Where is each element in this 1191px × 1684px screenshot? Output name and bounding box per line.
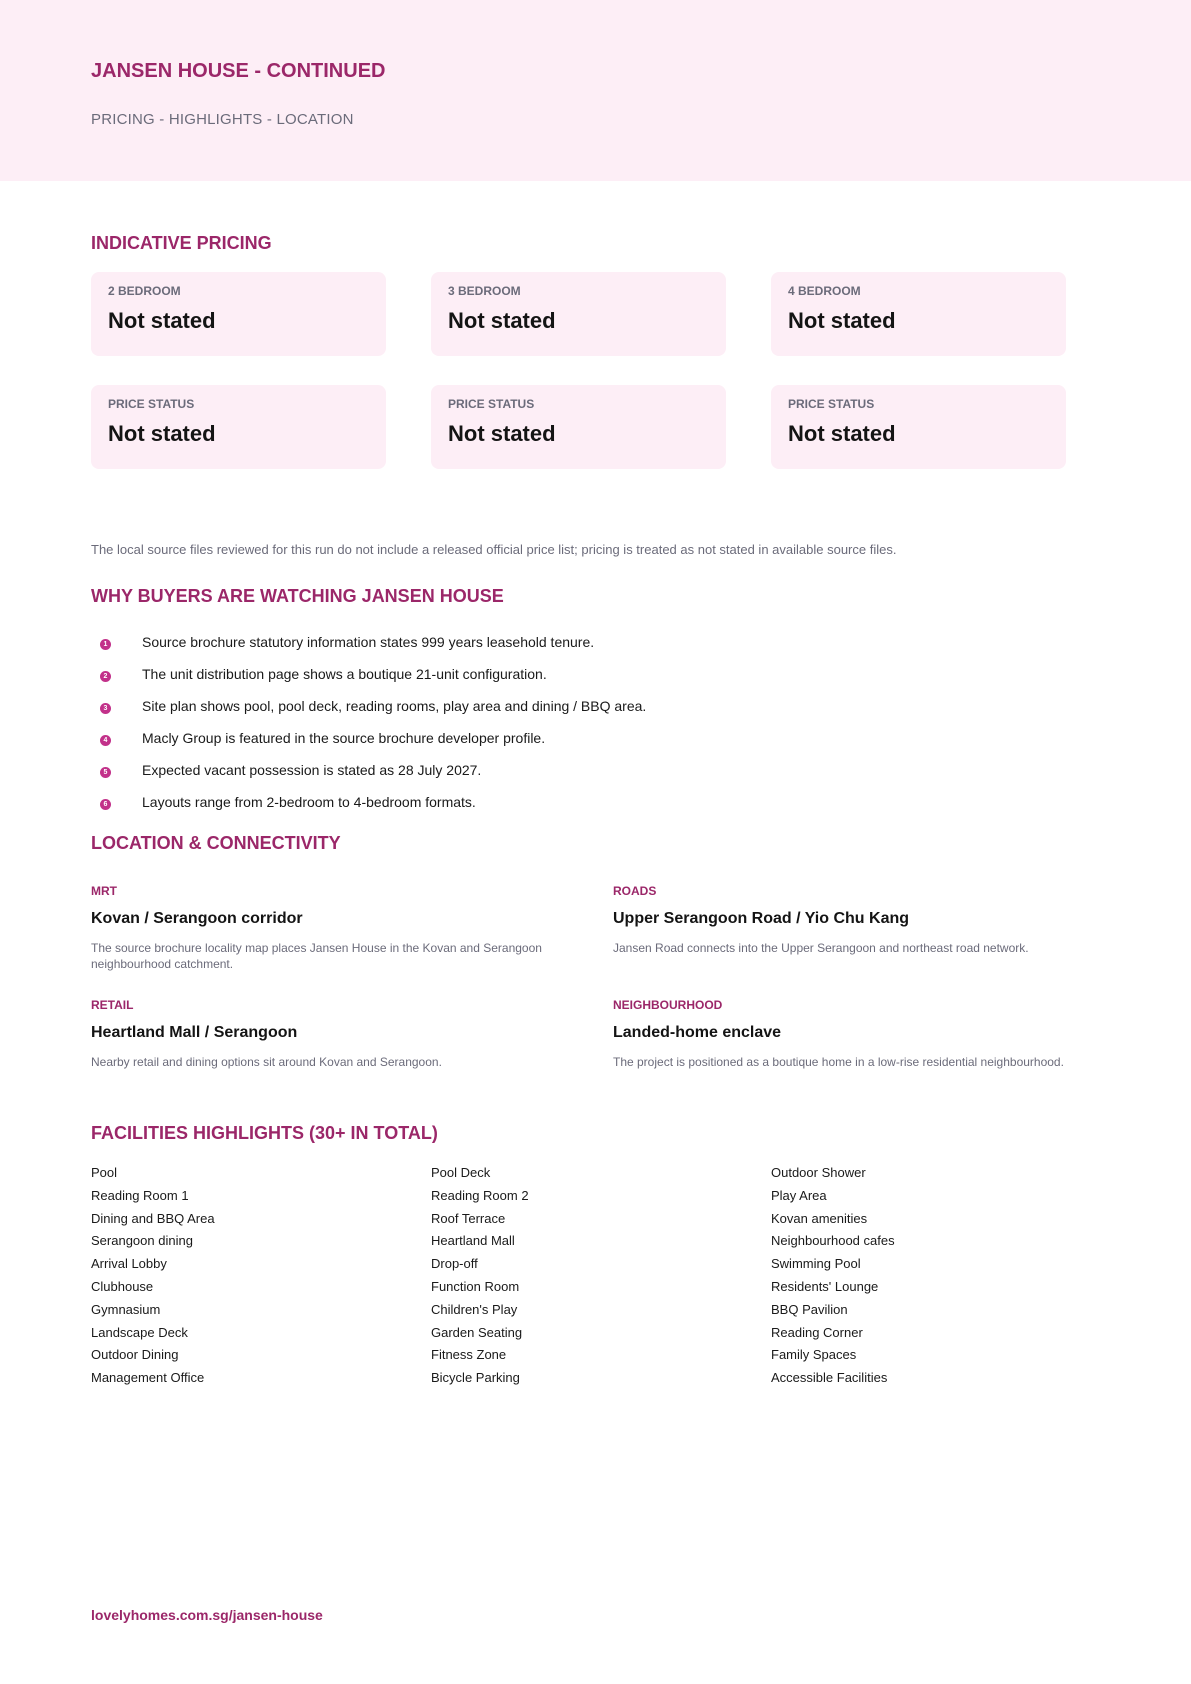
- price-card-label: 4 BEDROOM: [788, 284, 861, 298]
- highlights-list: [100, 632, 1000, 824]
- facility-item: Outdoor Shower: [771, 1165, 866, 1180]
- facility-item: Serangoon dining: [91, 1233, 193, 1249]
- facility-item: Pool: [91, 1165, 118, 1180]
- facility-item: Fitness Zone: [431, 1347, 507, 1363]
- location-section-title: LOCATION & CONNECTIVITY: [91, 833, 341, 853]
- highlight-text: The unit distribution page shows a boutique 21-unit configuration.: [142, 666, 547, 682]
- price-card-label: PRICE STATUS: [788, 397, 875, 411]
- price-card-value: Not stated: [448, 308, 556, 333]
- price-card-value: Not stated: [788, 308, 896, 333]
- location-category: NEIGHBOURHOOD: [613, 998, 723, 1012]
- location-item-mrt: [91, 884, 551, 972]
- facility-item: Dining and BBQ Area: [91, 1210, 215, 1226]
- number-badge: 6: [100, 799, 111, 810]
- page-title: JANSEN HOUSE - CONTINUED: [91, 60, 386, 82]
- highlight-text: Layouts range from 2-bedroom to 4-bedroom formats.: [142, 794, 476, 810]
- facility-item: Children's Play: [431, 1301, 518, 1317]
- list-item: [100, 728, 1000, 760]
- pricing-section-title: INDICATIVE PRICING: [91, 233, 272, 253]
- price-card-label: PRICE STATUS: [108, 397, 195, 411]
- footer-url-link[interactable]: lovelyhomes.com.sg/jansen-house: [91, 1607, 323, 1623]
- facility-item: Residents' Lounge: [771, 1278, 879, 1294]
- number-badge: 4: [100, 735, 111, 746]
- location-category: MRT: [91, 884, 117, 898]
- facility-item: Reading Room 1: [91, 1187, 189, 1203]
- page-subtitle: PRICING - HIGHLIGHTS - LOCATION: [91, 111, 354, 128]
- facility-item: Play Area: [771, 1187, 827, 1203]
- location-item-neighbourhood: [613, 998, 1073, 1070]
- facilities-column: [91, 1164, 391, 1392]
- facility-item: Swimming Pool: [771, 1256, 861, 1272]
- price-card-3-bedroom: [431, 272, 726, 356]
- list-item: [100, 632, 1000, 664]
- location-item-roads: [613, 884, 1073, 956]
- location-description: The project is positioned as a boutique home in a low-rise residential neighbourhood.: [613, 1055, 1064, 1069]
- price-status-card: [431, 385, 726, 469]
- list-item: [100, 664, 1000, 696]
- facility-item: Gymnasium: [91, 1301, 161, 1317]
- location-category: ROADS: [613, 884, 657, 898]
- facilities-section-title: FACILITIES HIGHLIGHTS (30+ IN TOTAL): [91, 1123, 438, 1143]
- price-card-label: 3 BEDROOM: [448, 284, 521, 298]
- location-item-retail: [91, 998, 551, 1070]
- facility-item: Roof Terrace: [431, 1210, 506, 1226]
- price-status-card: [91, 385, 386, 469]
- facility-item: BBQ Pavilion: [771, 1301, 848, 1317]
- highlights-section-title: WHY BUYERS ARE WATCHING JANSEN HOUSE: [91, 586, 504, 606]
- facility-item: Bicycle Parking: [431, 1370, 520, 1386]
- facility-item: Neighbourhood cafes: [771, 1233, 895, 1249]
- list-item: [100, 696, 1000, 728]
- highlight-text: Source brochure statutory information states 999 years leasehold tenure.: [142, 634, 595, 650]
- location-name: Landed-home enclave: [613, 1024, 782, 1041]
- page-header: [0, 0, 1191, 181]
- highlight-text: Expected vacant possession is stated as 28 July 2027.: [142, 762, 482, 778]
- location-name: Kovan / Serangoon corridor: [91, 910, 303, 927]
- price-card-value: Not stated: [108, 421, 216, 446]
- price-card-label: PRICE STATUS: [448, 397, 535, 411]
- facility-item: Heartland Mall: [431, 1233, 515, 1249]
- facility-item: Arrival Lobby: [91, 1256, 167, 1272]
- highlight-text: Site plan shows pool, pool deck, reading rooms, play area and dining / BBQ area.: [142, 698, 647, 714]
- price-card-value: Not stated: [448, 421, 556, 446]
- number-badge: 3: [100, 703, 111, 714]
- facility-item: Kovan amenities: [771, 1210, 868, 1226]
- highlight-text: Macly Group is featured in the source brochure developer profile.: [142, 730, 546, 746]
- facility-item: Family Spaces: [771, 1347, 857, 1363]
- location-name: Heartland Mall / Serangoon: [91, 1024, 298, 1041]
- price-card-label: 2 BEDROOM: [108, 284, 181, 298]
- location-name: Upper Serangoon Road / Yio Chu Kang: [613, 910, 910, 927]
- facilities-column: [771, 1164, 1071, 1392]
- pricing-note: The local source files reviewed for this run do not include a released official price list; pricing is treated as not stated in available source files.: [91, 542, 897, 557]
- facility-item: Clubhouse: [91, 1278, 154, 1294]
- facility-item: Function Room: [431, 1278, 520, 1294]
- number-badge: 2: [100, 671, 111, 682]
- facilities-column: [431, 1164, 731, 1392]
- list-item: [100, 760, 1000, 792]
- number-badge: 1: [100, 639, 111, 650]
- location-description: Nearby retail and dining options sit around Kovan and Serangoon.: [91, 1055, 442, 1069]
- facility-item: Management Office: [91, 1370, 205, 1386]
- list-item: [100, 792, 1000, 824]
- facility-item: Pool Deck: [431, 1165, 491, 1180]
- facility-item: Drop-off: [431, 1256, 478, 1272]
- facility-item: Garden Seating: [431, 1324, 523, 1340]
- facility-item: Reading Corner: [771, 1324, 863, 1340]
- location-category: RETAIL: [91, 998, 134, 1012]
- location-description: The source brochure locality map places Jansen House in the Kovan and Serangoon neighbourhood catchment.: [91, 941, 542, 971]
- facility-item: Landscape Deck: [91, 1324, 188, 1340]
- price-status-card: [771, 385, 1066, 469]
- facility-item: Outdoor Dining: [91, 1347, 179, 1363]
- price-card-4-bedroom: [771, 272, 1066, 356]
- price-card-2-bedroom: [91, 272, 386, 356]
- number-badge: 5: [100, 767, 111, 778]
- price-card-value: Not stated: [108, 308, 216, 333]
- facility-item: Accessible Facilities: [771, 1370, 888, 1386]
- location-description: Jansen Road connects into the Upper Serangoon and northeast road network.: [613, 941, 1029, 955]
- facility-item: Reading Room 2: [431, 1187, 529, 1203]
- price-card-value: Not stated: [788, 421, 896, 446]
